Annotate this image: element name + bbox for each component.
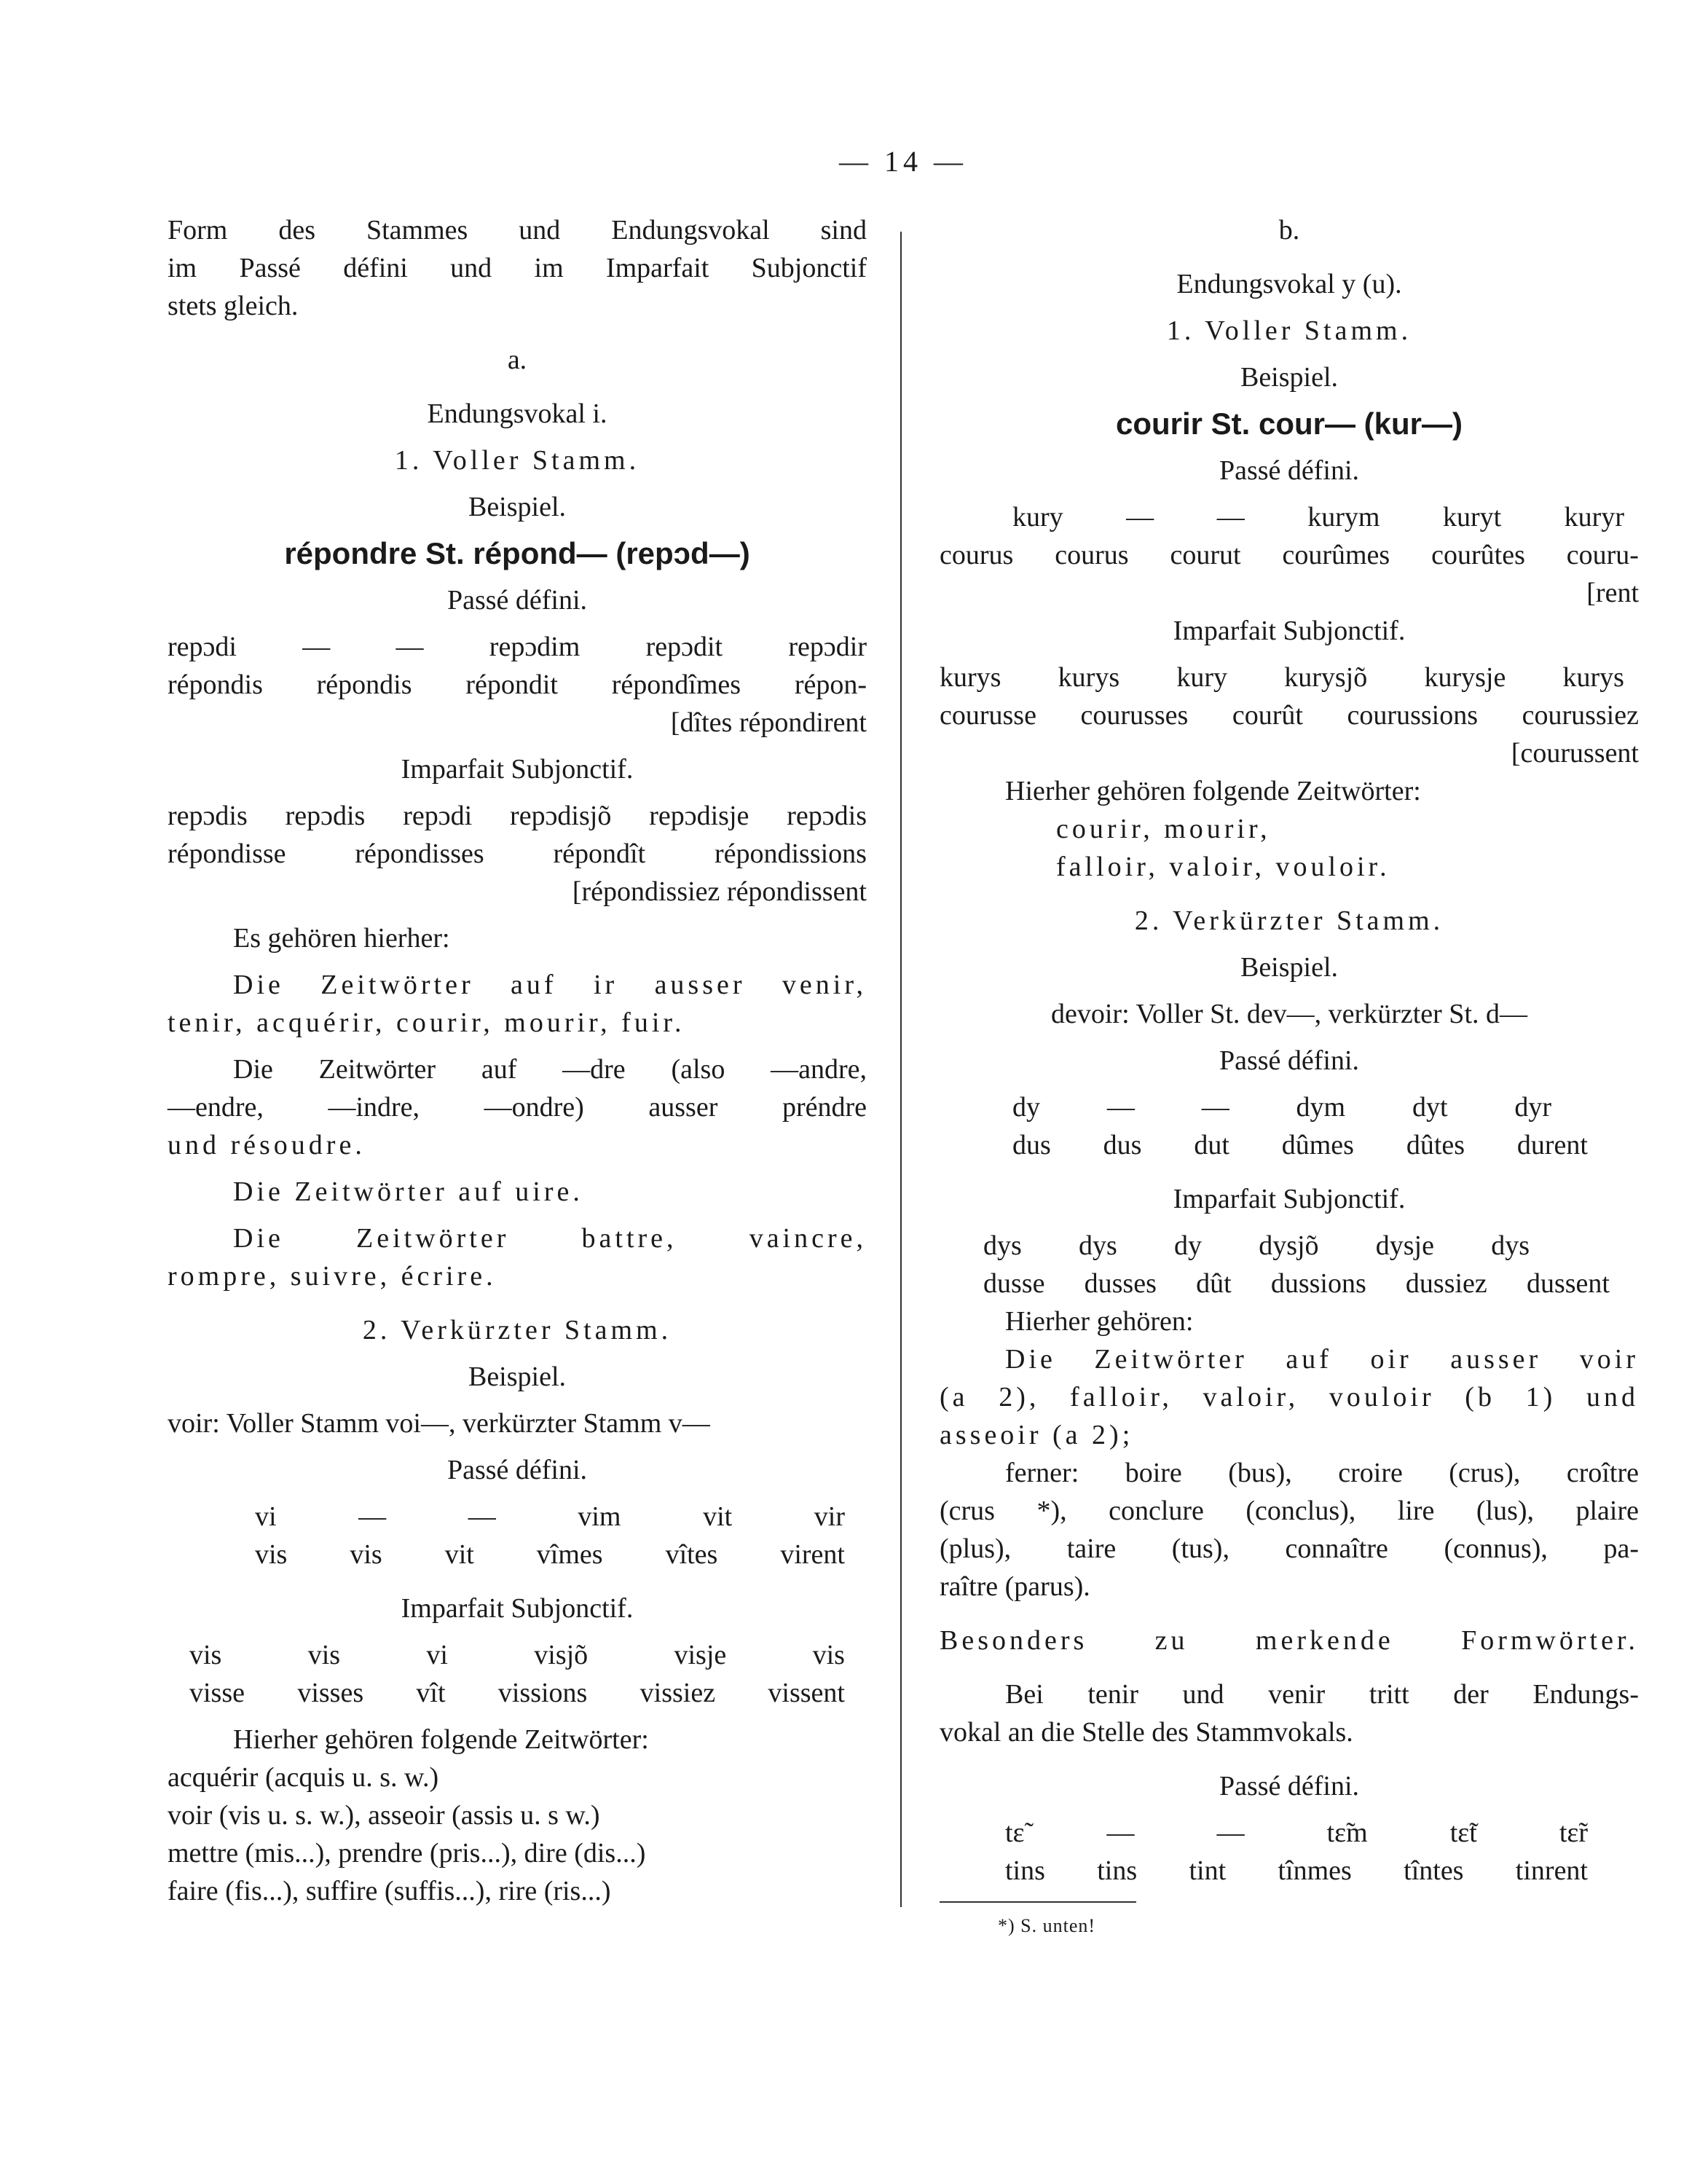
form: dym: [1296, 1092, 1346, 1123]
form: dussiez: [1405, 1268, 1487, 1299]
conjugation-row: [940, 536, 1639, 574]
passe-defini-heading: Passé défini.: [1219, 1045, 1360, 1076]
form: dûtes: [1406, 1130, 1465, 1160]
rule-line: Die Zeitwörter battre, vaincre,: [233, 1223, 867, 1254]
verb-line: voir (vis u. s. w.), asseoir (assis u. s w.): [168, 1800, 600, 1831]
ferner-line: raître (parus).: [940, 1571, 1090, 1602]
form: dys: [983, 1230, 1022, 1261]
form: kurys: [1058, 662, 1120, 693]
beispiel-heading: Beispiel.: [468, 1361, 567, 1392]
form: dus: [1103, 1130, 1142, 1160]
hierher-heading: Hierher gehören folgende Zeitwörter:: [233, 1724, 649, 1755]
form: dusse: [983, 1268, 1045, 1299]
form: dut: [1194, 1130, 1229, 1160]
form: repɔdit: [645, 632, 723, 662]
form: courusses: [1080, 700, 1189, 731]
form: dussent: [1526, 1268, 1610, 1299]
form: répondisses: [355, 838, 484, 869]
form: vît: [416, 1678, 446, 1708]
form: courus: [940, 540, 1014, 570]
verb-line: faire (fis...), suffire (suffis...), rire (ris...): [168, 1876, 611, 1906]
form: dusses: [1084, 1268, 1157, 1299]
form: courûmes: [1282, 540, 1390, 570]
form: courus: [1055, 540, 1129, 570]
form: kurys: [940, 662, 1001, 693]
section-a-label: a.: [507, 345, 527, 375]
form: répondis: [316, 669, 412, 700]
verb-line: mettre (mis...), prendre (pris...), dire (dis...): [168, 1838, 646, 1869]
page-number: — 14 —: [839, 145, 967, 178]
conjugation-row: [940, 696, 1639, 734]
bei-line: Bei tenir und venir tritt der Endungs-: [1005, 1679, 1639, 1710]
rule-line: Die Zeitwörter auf uire.: [233, 1176, 583, 1207]
form: vit: [703, 1501, 733, 1532]
rule-line: rompre, suivre, écrire.: [168, 1261, 497, 1292]
form: vi: [426, 1640, 448, 1670]
form: courussiez: [1522, 700, 1639, 731]
form: kury: [1176, 662, 1227, 693]
form: kuryr: [1564, 502, 1624, 533]
form: répondît: [553, 838, 646, 869]
intro-line: Form des Stammes und Endungsvokal sind: [168, 215, 867, 245]
es-gehoeren-heading: Es gehören hierher:: [233, 923, 450, 954]
form: tînmes: [1278, 1855, 1352, 1886]
imparfait-heading: Imparfait Subjonctif.: [401, 1593, 634, 1624]
conjugation-row: [168, 628, 867, 666]
ferner-line: (plus), taire (tus), connaître (connus), pa-: [940, 1533, 1639, 1564]
form: dût: [1196, 1268, 1232, 1299]
form: répon-: [794, 669, 867, 700]
form: dysje: [1375, 1230, 1434, 1261]
form: tɛ̃m: [1326, 1818, 1368, 1848]
form: repɔdis: [285, 801, 366, 831]
conjugation-row: [1012, 1088, 1551, 1126]
example-verb: courir St. cour— (kur—): [1115, 406, 1463, 441]
conjugation-row: [940, 659, 1624, 696]
verkuerzter-stamm-heading: 2. Verkürzter Stamm.: [362, 1315, 672, 1345]
form: kurym: [1307, 502, 1380, 533]
form: repɔdisjõ: [510, 801, 612, 831]
intro-line: stets gleich.: [168, 291, 299, 321]
conjugation-row: [1005, 1814, 1588, 1852]
form: tɛ̃t: [1449, 1818, 1477, 1848]
form: courûtes: [1431, 540, 1525, 570]
voller-stamm-heading: 1. Voller Stamm.: [1166, 315, 1412, 346]
endungsvokal-heading: Endungsvokal y (u).: [1176, 269, 1402, 299]
footnote: *) S. unten!: [998, 1915, 1096, 1936]
hierher-heading: Hierher gehören folgende Zeitwörter:: [1005, 776, 1421, 806]
form: repɔdim: [489, 632, 581, 662]
form: —: [1201, 1092, 1229, 1123]
form: dussions: [1270, 1268, 1366, 1299]
form: vis: [189, 1640, 222, 1670]
form: dys: [1491, 1230, 1530, 1261]
verkuerzter-stamm-heading: 2. Verkürzter Stamm.: [1134, 905, 1444, 936]
form: kurysjõ: [1284, 662, 1368, 693]
form: vissions: [497, 1678, 588, 1708]
form: tint: [1189, 1855, 1227, 1886]
form: dysjõ: [1259, 1230, 1319, 1261]
conjugation-row: [1012, 1126, 1588, 1164]
form: vis: [307, 1640, 341, 1670]
ferner-line: ferner: boire (bus), croire (crus), croître: [1005, 1458, 1639, 1488]
form: visses: [297, 1678, 364, 1708]
rule-line: asseoir (a 2);: [940, 1420, 1134, 1450]
passe-defini-heading: Passé défini.: [446, 585, 588, 616]
conjugation-row: [983, 1227, 1530, 1265]
form: dus: [1012, 1130, 1051, 1160]
rule-line: Die Zeitwörter auf ir ausser venir,: [233, 970, 867, 1000]
form: —: [302, 632, 331, 662]
continuation-line: [dîtes répondirent: [670, 707, 867, 738]
form: tinrent: [1515, 1855, 1588, 1886]
form: tins: [1097, 1855, 1138, 1886]
endungsvokal-heading: Endungsvokal i.: [427, 398, 607, 429]
intro-line: im Passé défini und im Imparfait Subjonctif: [168, 253, 867, 283]
form: vim: [578, 1501, 621, 1532]
form: visje: [674, 1640, 727, 1670]
form: —: [1216, 502, 1245, 533]
form: —: [1126, 502, 1154, 533]
continuation-line: [courussent: [1511, 738, 1639, 769]
form: —: [1216, 1818, 1245, 1848]
form: dyt: [1412, 1092, 1448, 1123]
rule-line: und résoudre.: [168, 1130, 366, 1160]
example-verb: répondre St. répond— (repɔd—): [284, 536, 750, 570]
form: courut: [1170, 540, 1241, 570]
verb-line: courir, mourir,: [1056, 814, 1271, 844]
form: repɔdi: [168, 632, 237, 662]
conjugation-row: [1005, 1852, 1588, 1890]
continuation-line: [rent: [1586, 578, 1639, 608]
conjugation-row: [168, 835, 867, 873]
form: vîmes: [536, 1539, 603, 1570]
beispiel-heading: Beispiel.: [468, 492, 567, 522]
form: dys: [1079, 1230, 1117, 1261]
form: dûmes: [1281, 1130, 1354, 1160]
left-column: [168, 211, 867, 1910]
conjugation-row: [255, 1536, 845, 1573]
passe-defini-heading: Passé défini.: [446, 1455, 588, 1485]
form: tɛ̃r: [1559, 1818, 1588, 1848]
rule-line: (a 2), falloir, valoir, vouloir (b 1) und: [940, 1382, 1639, 1412]
form: tɛ̃: [1005, 1818, 1025, 1848]
verb-line: acquérir (acquis u. s. w.): [168, 1762, 439, 1793]
form: repɔdir: [788, 632, 867, 662]
voir-line: voir: Voller Stamm voi—, verkürzter Stamm v—: [168, 1408, 710, 1439]
form: —: [395, 632, 424, 662]
form: —: [1106, 1092, 1135, 1123]
form: vissent: [768, 1678, 845, 1708]
beispiel-heading: Beispiel.: [1240, 952, 1339, 983]
conjugation-row: [168, 666, 867, 704]
conjugation-row: [255, 1498, 845, 1536]
form: kurys: [1562, 662, 1624, 693]
form: couru-: [1566, 540, 1639, 570]
form: —: [468, 1501, 496, 1532]
form: vit: [444, 1539, 474, 1570]
form: tîntes: [1404, 1855, 1464, 1886]
form: virent: [780, 1539, 845, 1570]
form: répondîmes: [611, 669, 741, 700]
passe-defini-heading: Passé défini.: [1219, 1771, 1360, 1801]
voller-stamm-heading: 1. Voller Stamm.: [394, 445, 640, 476]
devoir-line: devoir: Voller St. dev—, verkürzter St. d—: [1051, 999, 1527, 1029]
conjugation-row: [189, 1636, 845, 1674]
imparfait-heading: Imparfait Subjonctif.: [401, 754, 634, 785]
form: repɔdis: [787, 801, 867, 831]
form: dy: [1012, 1092, 1040, 1123]
form: vi: [255, 1501, 277, 1532]
conjugation-row: [189, 1674, 845, 1712]
form: durent: [1516, 1130, 1588, 1160]
form: kurysje: [1424, 662, 1506, 693]
passe-defini-heading: Passé défini.: [1219, 455, 1360, 486]
conjugation-row: [1012, 498, 1624, 536]
right-column: [940, 211, 1639, 1945]
form: vir: [814, 1501, 845, 1532]
form: répondit: [465, 669, 558, 700]
conjugation-row: [168, 797, 867, 835]
form: visjõ: [534, 1640, 589, 1670]
form: tins: [1005, 1855, 1045, 1886]
verb-line: falloir, valoir, vouloir.: [1056, 852, 1390, 882]
form: répondissions: [714, 838, 867, 869]
conjugation-row: [983, 1265, 1610, 1302]
besonders-heading: Besonders zu merkende Formwörter.: [940, 1625, 1639, 1656]
form: dyr: [1514, 1092, 1551, 1123]
bei-line: vokal an die Stelle des Stammvokals.: [940, 1717, 1353, 1748]
form: repɔdi: [403, 801, 473, 831]
form: vis: [350, 1539, 382, 1570]
section-b-label: b.: [1278, 215, 1300, 245]
imparfait-heading: Imparfait Subjonctif.: [1173, 616, 1406, 646]
rule-line: Die Zeitwörter auf oir ausser voir: [1005, 1344, 1639, 1375]
hierher-heading: Hierher gehören:: [1005, 1306, 1194, 1337]
rule-line: Die Zeitwörter auf —dre (also —andre,: [233, 1054, 867, 1085]
form: vissiez: [639, 1678, 716, 1708]
form: kury: [1012, 502, 1063, 533]
rule-line: —endre, —indre, —ondre) ausser préndre: [168, 1092, 867, 1123]
form: —: [358, 1501, 387, 1532]
form: courût: [1232, 700, 1303, 731]
form: vîtes: [665, 1539, 718, 1570]
imparfait-heading: Imparfait Subjonctif.: [1173, 1184, 1406, 1214]
beispiel-heading: Beispiel.: [1240, 362, 1339, 393]
form: —: [1106, 1818, 1135, 1848]
form: visse: [189, 1678, 245, 1708]
form: vis: [255, 1539, 288, 1570]
column-divider: [900, 232, 902, 1907]
form: répondisse: [168, 838, 286, 869]
form: vis: [812, 1640, 845, 1670]
rule-line: tenir, acquérir, courir, mourir, fuir.: [168, 1007, 685, 1038]
form: repɔdisje: [649, 801, 749, 831]
form: courussions: [1347, 700, 1478, 731]
form: courusse: [940, 700, 1036, 731]
continuation-line: [répondissiez répondissent: [572, 876, 867, 907]
form: repɔdis: [168, 801, 248, 831]
form: kuryt: [1442, 502, 1502, 533]
ferner-line: (crus *), conclure (conclus), lire (lus), plaire: [940, 1496, 1639, 1526]
footnote-rule: [940, 1901, 1136, 1903]
form: répondis: [168, 669, 263, 700]
form: dy: [1174, 1230, 1202, 1261]
